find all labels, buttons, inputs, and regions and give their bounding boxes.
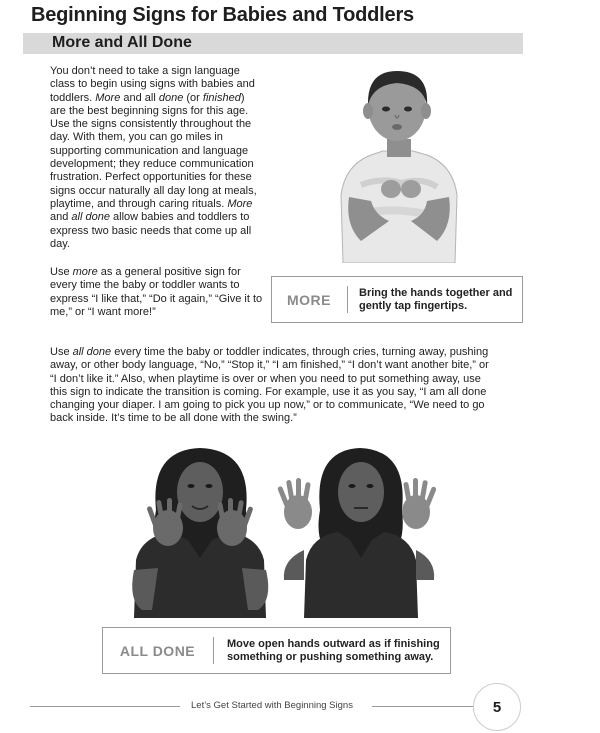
section-heading: More and All Done — [52, 34, 192, 51]
page-title: Beginning Signs for Babies and Toddlers — [31, 4, 414, 26]
all-done-paragraph: Use all done every time the baby or toddler indicates, through cries, turning away, pushing away, or other body language, “No,” “Stop it,” “I am finished,” “I don’t want another bite,” or “I don’t like it.” Also, when playtime is over or when you need to put something away, use this sign to indicate the transition is coming. For example, use it as you say, “I am all done changing your diaper. I am going to pick you up now,” or to communicate, “We need to go back inside. It’s time to be all done with the swing.” — [50, 346, 489, 425]
section-heading-bar — [23, 33, 523, 54]
more-sign-label: MORE — [287, 291, 331, 308]
all-done-sign-photo-2 — [276, 440, 438, 618]
all-done-sign-photo-1 — [128, 440, 273, 618]
woman-2-left-hand — [277, 478, 312, 529]
all-done-sign-description: Move open hands outward as if finishing something or pushing something away. — [227, 637, 440, 663]
page-number: 5 — [492, 698, 502, 716]
more-sign-description: Bring the hands together and gently tap fingertips. — [359, 286, 513, 312]
all-done-sign-divider — [213, 637, 214, 664]
toddler-more-sign-photo — [331, 65, 465, 263]
footer-text: Let’s Get Started with Beginning Signs — [191, 700, 353, 711]
footer-rule-right — [372, 706, 476, 707]
more-sign-box — [271, 276, 523, 323]
footer-rule-left — [30, 706, 180, 707]
more-sign-divider — [347, 286, 348, 313]
intro-paragraph-2: Use more as a general positive sign for every time the baby or toddler wants to express “I like that,” “Do it again,” “Give it to me,” or “I want more!” — [50, 266, 263, 318]
woman-2-right-hand — [402, 478, 437, 529]
intro-paragraph-1: You don’t need to take a sign language class to begin using signs with babies and toddlers. More and all done (or finished) are the best beginning signs for this age. Use the signs consistently throughout the day. With them, you can go miles in supporting communication and language development; they reduce communication frustration. Perfect opportunities for these signs occur naturally all day long at meals, playtime, and through caring rituals. More and all done allow babies and toddlers to express two basic needs that come up all day. — [50, 65, 257, 250]
all-done-sign-label: ALL DONE — [119, 642, 196, 659]
all-done-sign-box — [102, 627, 451, 674]
